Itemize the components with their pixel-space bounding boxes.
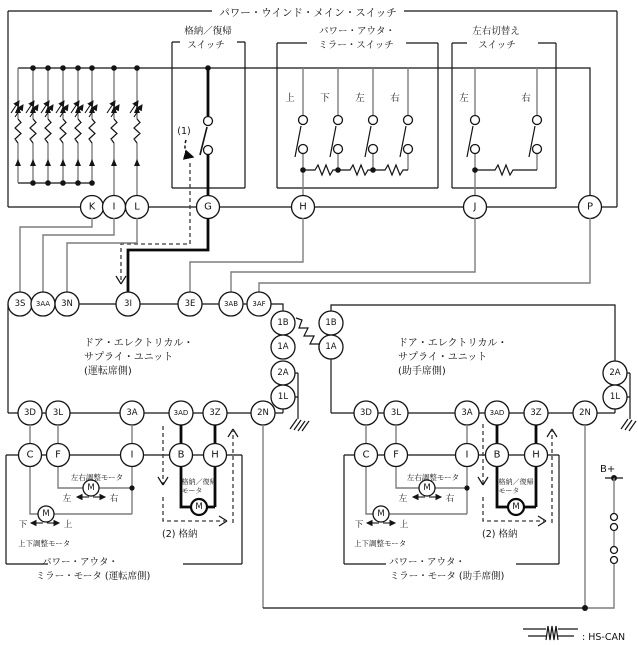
twisted-pair-icon [546, 626, 558, 640]
resistor-bus [475, 165, 537, 175]
svg-text:M: M [512, 502, 520, 512]
svg-text:M: M [377, 509, 385, 519]
connector-3A [120, 401, 144, 425]
power-outer-mirror-switch [277, 26, 438, 196]
terminal-H [204, 444, 227, 467]
pos-left: 左 [355, 93, 365, 104]
supply-bus [18, 68, 590, 196]
connector-1L [271, 385, 295, 409]
driver-door-supply-unit [8, 292, 309, 431]
connector-2A [603, 361, 627, 385]
connector-2N [251, 401, 275, 425]
hs-can-legend [523, 626, 625, 643]
select-switch-label-1: 左右切替え [472, 26, 520, 37]
ud-adjust-motor [38, 506, 54, 522]
svg-text:3A: 3A [461, 408, 473, 418]
fold-switch-label-2: スイッチ [187, 40, 225, 51]
passenger-unit-name-2: サプライ・ユニット [398, 352, 488, 363]
terminal-F [385, 444, 408, 467]
connector-3Z [203, 401, 227, 425]
dir-right: 右 [109, 494, 119, 504]
svg-text:M: M [42, 509, 50, 519]
svg-text:2A: 2A [609, 368, 621, 378]
svg-text:3Z: 3Z [209, 408, 221, 418]
connector-1L [603, 385, 627, 409]
illumination-led-branches [11, 65, 142, 196]
battery-label: B+ [600, 464, 616, 475]
ud-motor-label: 上下調整モータ [354, 539, 407, 548]
switch-blades[interactable] [295, 126, 406, 157]
terminal-H [525, 444, 548, 467]
svg-text:H: H [299, 201, 307, 213]
svg-text:3I: 3I [124, 299, 132, 309]
svg-text:G: G [204, 201, 212, 213]
svg-text:1L: 1L [277, 392, 289, 402]
junction-dots [30, 65, 140, 186]
passenger-motor-name-2: ミラー・モータ (助手席側) [389, 571, 505, 582]
mirror-switch-label-1: パワー・アウタ・ [319, 26, 395, 37]
contact [204, 117, 213, 126]
connector-3Z [524, 401, 548, 425]
lr-adjust-motor [419, 480, 435, 496]
svg-text:H: H [532, 449, 540, 461]
svg-text:1L: 1L [609, 392, 621, 402]
pos-left: 左 [459, 93, 469, 104]
terminal-I [103, 196, 126, 219]
pos-up: 上 [285, 93, 295, 104]
svg-text:3E: 3E [184, 299, 196, 309]
svg-text:F: F [55, 449, 61, 461]
terminal-B [170, 444, 193, 467]
resistor-bus [303, 165, 408, 175]
terminal-H [292, 196, 315, 219]
passenger-motor-name-1: パワー・アウタ・ [389, 557, 465, 568]
power-feed-wire [128, 218, 208, 292]
svg-text:1B: 1B [277, 318, 289, 328]
dir-left: 左 [398, 494, 408, 504]
fold-motor-label-2: モータ [498, 487, 520, 495]
svg-text:I: I [130, 449, 134, 461]
inline-connector-icon [611, 557, 618, 564]
svg-text:3A: 3A [126, 408, 138, 418]
pos-right: 右 [521, 93, 531, 104]
driver-motor-name-2: ミラー・モータ (運転席側) [35, 571, 151, 582]
svg-text:3D: 3D [24, 408, 36, 418]
twisted-pair-icon [296, 318, 319, 350]
hs-can-label: : HS-CAN [582, 632, 626, 643]
svg-text:M: M [87, 483, 95, 493]
harness-wires [20, 218, 590, 292]
step2-label: (2) 格納 [162, 529, 198, 540]
connector-3E [178, 292, 202, 316]
terminal-J [464, 196, 487, 219]
svg-text:I: I [465, 449, 469, 461]
passenger-door-supply-unit [319, 305, 636, 431]
terminal-F [47, 444, 70, 467]
connector-1B [319, 311, 343, 335]
fold-return-motor [191, 499, 207, 515]
ground-icon [290, 419, 309, 431]
connector-3AD [485, 401, 509, 425]
driver-mirror-motor [6, 426, 242, 582]
svg-text:M: M [195, 502, 203, 512]
select-switch-label-2: スイッチ [478, 40, 516, 51]
mirror-switch-label-2: ミラー・スイッチ [318, 40, 394, 51]
dir-up: 上 [63, 520, 73, 530]
fold-motor-label-1: 格納／復帰 [498, 478, 534, 486]
terminal-B [486, 444, 509, 467]
dir-right: 右 [445, 494, 455, 504]
lr-motor-label: 左右調整モータ [406, 473, 460, 482]
step2-label: (2) 格納 [482, 529, 518, 540]
driver-unit-name-3: (運転席側) [84, 366, 132, 377]
connector-2A [271, 361, 295, 385]
svg-text:C: C [26, 449, 34, 461]
connector-3AF [247, 292, 271, 316]
lr-motor-label: 左右調整モータ [70, 473, 124, 482]
svg-text:3AF: 3AF [252, 300, 266, 308]
connector-3I [116, 292, 140, 316]
terminal-G [197, 196, 220, 219]
svg-text:1A: 1A [325, 342, 337, 352]
svg-text:3AD: 3AD [489, 409, 505, 417]
terminal-C [19, 444, 42, 467]
dir-down: 下 [354, 520, 364, 530]
svg-text:J: J [473, 201, 477, 213]
svg-text:B: B [177, 449, 185, 461]
svg-text:2A: 2A [277, 368, 289, 378]
dir-up: 上 [399, 520, 409, 530]
svg-text:3L: 3L [390, 408, 402, 418]
fold-return-motor [508, 499, 524, 515]
main-switch-box [8, 7, 617, 207]
pos-right: 右 [390, 93, 400, 104]
terminal-K [81, 196, 104, 219]
dir-left: 左 [62, 494, 72, 504]
connector-3L [384, 401, 408, 425]
connector-1B [271, 311, 295, 335]
svg-text:3N: 3N [61, 299, 73, 309]
svg-text:2N: 2N [257, 408, 269, 418]
svg-text:M: M [423, 483, 431, 493]
pos-down: 下 [320, 93, 330, 104]
driver-motor-name-1: パワー・アウタ・ [42, 557, 118, 568]
fold-return-switch [116, 25, 245, 284]
svg-text:3AD: 3AD [173, 409, 189, 417]
svg-text:K: K [88, 201, 96, 213]
svg-text:3S: 3S [14, 299, 26, 309]
dir-down: 下 [18, 520, 28, 530]
connector-3AD [169, 401, 193, 425]
driver-unit-name-1: ドア・エレクトリカル・ [84, 338, 194, 349]
connector-3AB [219, 292, 243, 316]
connector-3S [8, 292, 32, 316]
terminal-I [121, 444, 144, 467]
svg-text:F: F [393, 449, 399, 461]
battery-feed [263, 464, 623, 611]
inline-connector-icon [611, 547, 618, 554]
svg-text:1A: 1A [277, 342, 289, 352]
lr-adjust-motor [83, 480, 99, 496]
connector-3A [455, 401, 479, 425]
driver-unit-name-2: サプライ・ユニット [84, 352, 174, 363]
passenger-unit-name-3: (助手席側) [398, 366, 446, 377]
svg-text:3L: 3L [52, 408, 64, 418]
step1-arrow [185, 140, 193, 157]
svg-text:B: B [493, 449, 501, 461]
main-switch-title: パワー・ウインド・メイン・スイッチ [219, 7, 397, 19]
terminal-P [579, 196, 602, 219]
svg-text:H: H [211, 449, 219, 461]
connector-3D [354, 401, 378, 425]
connector-1A [271, 335, 295, 359]
connector-2N [573, 401, 597, 425]
svg-text:2N: 2N [579, 408, 591, 418]
svg-text:3Z: 3Z [530, 408, 542, 418]
connector-3AA [31, 292, 55, 316]
ud-motor-label: 上下調整モータ [18, 539, 71, 548]
svg-text:I: I [112, 201, 116, 213]
terminal-C [355, 444, 378, 467]
terminal-I [456, 444, 479, 467]
inline-connector-icon [611, 514, 618, 521]
connector-3D [18, 401, 42, 425]
contact [204, 146, 213, 155]
svg-text:1B: 1B [325, 318, 337, 328]
led-emission-arrows [11, 101, 142, 117]
step1-dashed-path [121, 163, 190, 283]
fold-motor-label-1: 格納／復帰 [181, 478, 217, 486]
left-right-select-switch [452, 25, 556, 196]
inline-connector-icon [611, 524, 618, 531]
svg-text:P: P [586, 201, 594, 213]
passenger-unit-name-1: ドア・エレクトリカル・ [398, 338, 508, 349]
svg-text:3AA: 3AA [35, 300, 51, 308]
connector-1A [319, 335, 343, 359]
svg-text:L: L [134, 201, 140, 213]
resistor-zigzags [15, 119, 140, 143]
connector-3N [55, 292, 79, 316]
svg-text:C: C [362, 449, 370, 461]
ud-adjust-motor [373, 506, 389, 522]
ground-icon [621, 419, 636, 431]
terminal-L [126, 196, 149, 219]
svg-text:3AB: 3AB [223, 300, 239, 308]
connector-3L [46, 401, 70, 425]
svg-text:3D: 3D [360, 408, 372, 418]
passenger-mirror-motor [344, 424, 559, 582]
fold-motor-label-2: モータ [181, 487, 203, 495]
fold-switch-label-1: 格納／復帰 [184, 26, 232, 37]
step-note-1: (1) [177, 126, 191, 137]
